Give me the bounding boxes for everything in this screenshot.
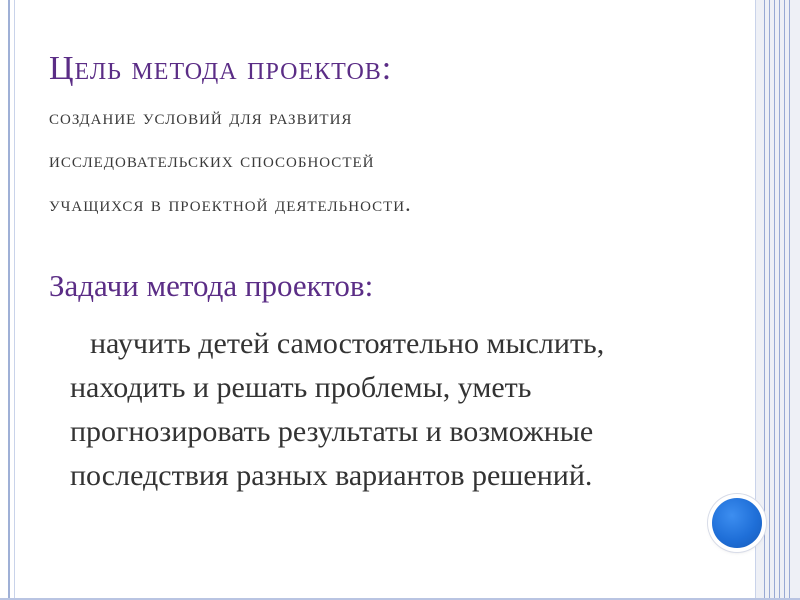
blue-circle-icon: [712, 498, 762, 548]
tasks-text: научить детей самостоятельно мыслить, находить и решать проблемы, уметь прогнозировать результаты и возможные последствия разных вариантов решений.: [70, 327, 605, 492]
left-border-inner: [14, 0, 15, 600]
goal-line-1: создание условий для развития: [49, 104, 353, 129]
tasks-heading: Задачи метода проектов:: [49, 268, 374, 303]
left-border: [8, 0, 10, 600]
goal-line-2: исследовательских способностей: [49, 147, 375, 172]
right-decor-column: [756, 0, 800, 600]
stripe-pattern: [764, 0, 794, 600]
goal-line-3: учащихся в проектной деятельности.: [49, 191, 412, 216]
slide-title: Цель метода проектов:: [49, 50, 393, 87]
